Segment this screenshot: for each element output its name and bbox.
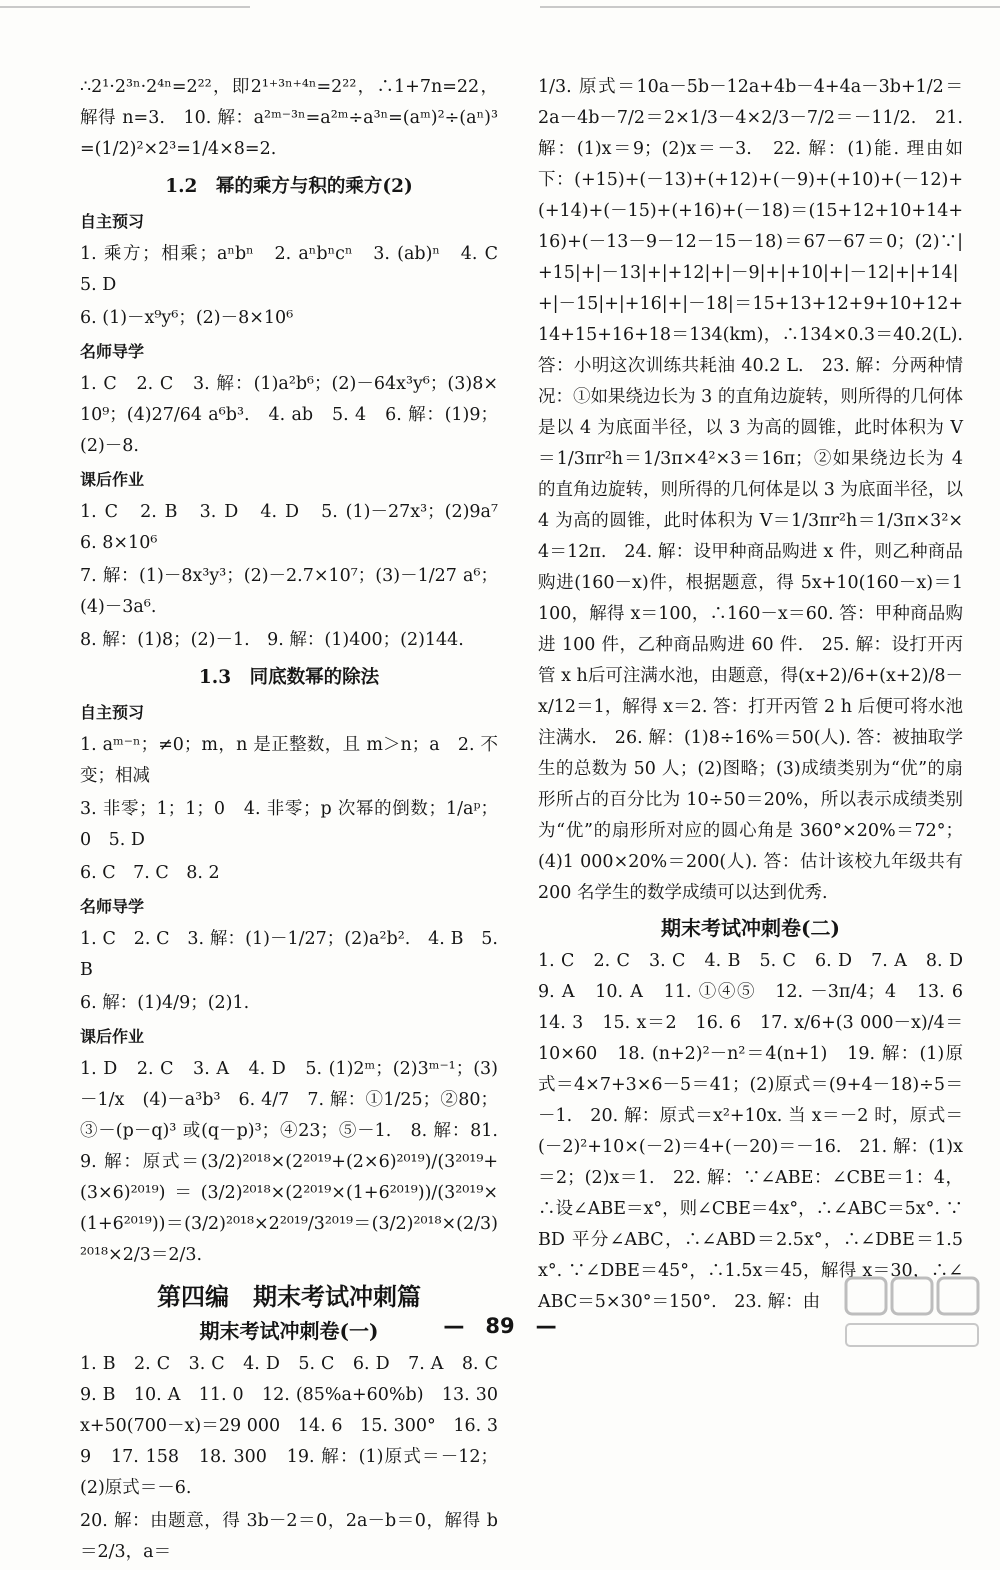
answer-paragraph: ∴2¹·2³ⁿ·2⁴ⁿ=2²²，即2¹⁺³ⁿ⁺⁴ⁿ=2²²，∴1+7n=22，解得 n=3. 10. 解：a²ᵐ⁻³ⁿ=a²ᵐ÷a³ⁿ=(aᵐ)²÷(aⁿ)³=(1/2)²×2³=1/4×8=2. [80, 77, 498, 159]
answer-paragraph: 3. 非零；1；1；0 4. 非零；p 次幂的倒数；1/aᵖ；0 5. D [80, 799, 498, 850]
section-title: 1.2 幂的乘方与积的乘方(2) [165, 176, 413, 197]
answer-paragraph: 6. C 7. C 8. 2 [80, 863, 220, 883]
answer-paragraph: 6. 解：(1)4/9；(2)1. [80, 993, 250, 1013]
answer-paragraph: 7. 解：(1)－8x³y³；(2)－2.7×10⁷；(3)－1/27 a⁶；(4)－3a⁶. [80, 566, 498, 617]
right-column [538, 72, 981, 1320]
answer-paragraph: 1. aᵐ⁻ⁿ；≠0；m，n 是正整数，且 m＞n；a 2. 不变；相减 [80, 735, 498, 786]
subsection-heading: 自主预习 [80, 212, 145, 231]
answer-paragraph: 1. D 2. C 3. A 4. D 5. (1)2ᵐ；(2)3ᵐ⁻¹；(3)－1/x (4)－a³b³ 6. 4/7 7. 解：①1/25；②80；③－(p－q)³ 或(q－p)³；④23；⑤－1. 8. 解：81. 9. 解：原式＝(3/2)²⁰¹⁸×(2²⁰¹⁹+(2×6)²⁰¹⁹)/(3²⁰¹⁹+(3×6)²⁰¹⁹)＝(3/2)²⁰¹⁸×(2²⁰¹⁹×(1+6²⁰¹⁹))/(3²⁰¹⁹×(1+6²⁰¹⁹))＝(3/2)²⁰¹⁸×2²⁰¹⁹/3²⁰¹⁹＝(3/2)²⁰¹⁸×(2/3)²⁰¹⁸×2/3＝2/3. [80, 1059, 516, 1265]
answer-paragraph: 8. 解：(1)8；(2)－1. 9. 解：(1)400；(2)144. [80, 630, 464, 650]
answer-paragraph: 20. 解：由题意，得 3b－2＝0，2a－b＝0，解得 b＝2/3，a＝ [80, 1511, 498, 1562]
answer-paragraph: 1. B 2. C 3. C 4. D 5. C 6. D 7. A 8. C 9. B 10. A 11. 0 12. (85%a+60%b) 13. 30x+50(700－x)＝29 000 14. 6 15. 300° 16. 39 17. 158 18. 300 19. 解：(1)原式＝－12；(2)原式＝－6. [80, 1354, 516, 1498]
subsection-heading: 名师导学 [80, 897, 145, 916]
exam-title: 期末考试冲刺卷(二) [661, 916, 840, 940]
subsection-heading: 课后作业 [80, 470, 145, 489]
answer-paragraph: 6. (1)－x⁹y⁶；(2)－8×10⁶ [80, 308, 294, 328]
subsection-heading: 课后作业 [80, 1027, 145, 1046]
answer-paragraph: 1. C 2. C 3. 解：(1)a²b⁶；(2)－64x³y⁶；(3)8×10⁹；(4)27/64 a⁶b³. 4. ab 5. 4 6. 解：(1)9；(2)－8. [80, 374, 498, 456]
watermark-logo [842, 1272, 982, 1352]
answer-paragraph: 1. C 2. B 3. D 4. D 5. (1)－27x³；(2)9a⁷ 6. 8×10⁶ [80, 502, 516, 553]
answer-paragraph: 1. C 2. C 3. C 4. B 5. C 6. D 7. A 8. D 9. A 10. A 11. ①④⑤ 12. －3π/4；4 13. 6 14. 3 15. x＝2 16. 6 17. x/6+(3 000－x)/4＝10×60 18. (n+2)²－n²＝4(n+1) 19. 解：(1)原式＝4×7+3×6－5＝41；(2)原式＝(9+4－18)÷5＝－1. 20. 解：原式＝x²+10x. 当 x＝－2 时，原式＝(－2)²+10×(－2)＝4+(－20)＝－16. 21. 解：(1)x＝2；(2)x＝1. 22. 解：∵∠ABE：∠CBE＝1：4，∴设∠ABE＝x°，则∠CBE＝4x°，∴∠ABC＝5x°. ∵BD 平分∠ABC，∴∠ABD＝2.5x°，∴∠DBE＝1.5x°. ∵∠DBE＝45°，∴1.5x＝45，解得 x＝30，∴∠ABC＝5×30°＝150°. 23. 解：由 [538, 951, 981, 1312]
top-rule-right [540, 6, 1000, 8]
section-title: 1.3 同底数幂的除法 [198, 667, 380, 688]
subsection-heading: 自主预习 [80, 703, 145, 722]
exam-title: 期末考试冲刺卷(一) [199, 1319, 379, 1343]
answer-paragraph: 1. 乘方；相乘；aⁿbⁿ 2. aⁿbⁿcⁿ 3. (ab)ⁿ 4. C 5. D [80, 244, 516, 295]
answer-paragraph: 1. C 2. C 3. 解：(1)－1/27；(2)a²b². 4. B 5. B [80, 929, 498, 980]
page-number: — 89 — [443, 1314, 557, 1338]
answer-paragraph: 1/3. 原式＝10a－5b－12a+4b－4+4a－3b+1/2＝2a－4b－7/2＝2×1/3－4×2/3－7/2＝－11/2. 21. 解：(1)x＝9；(2)x＝－3. 22. 解：(1)能. 理由如下：(+15)+(－13)+(+12)+(－9)+(+10)+(－12)+(+14)+(－15)+(+16)+(－18)＝(15+12+10+14+16)+(－13－9－12－15－18)＝67－67＝0；(2)∵|+15|+|－13|+|+12|+|－9|+|+10|+|－12|+|+14|+|－15|+|+16|+|－18|＝15+13+12+9+10+12+14+15+16+18＝134(km)，∴134×0.3＝40.2(L). 答：小明这次训练共耗油 40.2 L. 23. 解：分两种情况：①如果绕边长为 3 的直角边旋转，则所得的几何体是以 4 为底面半径，以 3 为高的圆锥，此时体积为 V＝1/3πr²h＝1/3π×4²×3＝16π；②如果绕边长为 4 的直角边旋转，则所得的几何体是以 3 为底面半径，以 4 为高的圆锥，此时体积为 V＝1/3πr²h＝1/3π×3²×4＝12π. 24. 解：设甲种商品购进 x 件，则乙种商品购进(160－x)件，根据题意，得 5x+10(160－x)＝1 100，解得 x＝100，∴160－x＝60. 答：甲种商品购进 100 件，乙种商品购进 60 件. 25. 解：设打开丙管 x h后可注满水池，由题意，得(x+2)/6+(x+2)/8－x/12＝1，解得 x＝2. 答：打开丙管 2 h 后便可将水池注满水. 26. 解：(1)8÷16%＝50(人). 答：被抽取学生的总数为 50 人；(2)图略；(3)成绩类别为“优”的扇形所占的百分比为 10÷50＝20%，所以表示成绩类别为“优”的扇形所对应的圆心角是 360°×20%＝72°；(4)1 000×20%＝200(人). 答：估计该校九年级共有 200 名学生的数学成绩可以达到优秀. [538, 77, 963, 903]
part-title: 第四编 期末考试冲刺篇 [157, 1282, 421, 1311]
top-rule-left [0, 6, 250, 8]
subsection-heading: 名师导学 [80, 342, 145, 361]
